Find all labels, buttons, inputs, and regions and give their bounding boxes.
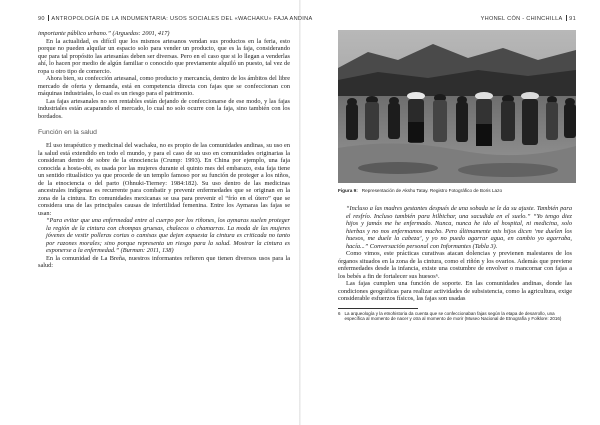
left-page-number: 90: [38, 16, 45, 22]
paragraph-confeccion: Ahora bien, su confección artesanal, como producto y mercancía, dentro de los ámbitos del libre mercado de oferta y demanda, está en competencia directa con fajas que se confeccionan con máquinas industriales, lo cual es un riesgo para el patrimonio.: [38, 75, 290, 97]
figure-caption-text: Representación de Akshu Tatay. Registro Fotográfico de Boris Lazo: [361, 188, 503, 193]
left-running-title: ANTROPOLOGÍA DE LA INDUMENTARIA: USOS SOCIALES DEL «WACHAKU» FAJA ANDINA: [51, 16, 313, 22]
right-running-header: [338, 14, 576, 24]
right-author: YHONEL CÓN - CHINCHILLA: [480, 16, 563, 22]
block-quote-informantes: “Incluso a las madres gestantes después de una sobada se le da su ajuste. También para el resfrío. Incluso también para hilbichar, una sacudida en el suelo.” “Yo tengo diez hijos y jamás me he enfermado. Nunca, nunca he ido al hospital, ni medicina, solo hierbas y no nos enfermamos mucho. Pero últimamente mis hijos dicen ‘me duelen los huesos, me duele la cabeza’, y yo no puedo agarrar agua, en cambio yo agarraba, hacía...” Conversación personal con Informantes (Tabla 3).: [346, 205, 572, 250]
footnote-number: 6: [338, 310, 341, 316]
footnote-rule: [338, 308, 418, 309]
footnote-text: La arqueología y la etnohistoria da cuenta que se confeccionaban fajas según la etapa de desarrollo, una específica al momento de nacer y otra al momento de morir (Museo Nacional de Etnografía y Folklore: 2016): [344, 310, 562, 322]
header-divider: [48, 15, 49, 21]
citation-end: importante público urbano.” (Arguedas: 2001, 417): [38, 30, 170, 37]
paragraph-uso-terapeutico: El uso terapéutico y medicinal del wachaku, no es propio de las comunidades andinas, su uso en la salud está extendido en todo el mundo, y para el caso de su uso en comunidades originarias la consideran dentro de sobre de la etnociencia (Crump: 1993). En China por ejemplo, una faja conocida a hosta-obi, es usada por las mujeres durante el quinto mes del embarazo, esta faja tiene un sentido ritualístico ya que procede de un templo famoso por su función de proteger a los niños, de la etnociencia o del parto (Ohnuki-Tierney: 1984:182). Su uso dentro de las medicinas ancestrales indígenas es recurrente para combatir y prevenir enfermedades que se originan en la zona de la cintura. En comunidades mexicanas se usa para prevenir el “frío en el útero” que se considera una de las principales causas de infertilidad femenina. Entre los Aymaras las fajas se usan:: [38, 142, 290, 217]
left-running-header: [38, 14, 313, 24]
figure-label: Figura 9:: [338, 188, 358, 193]
paragraph-feria: En la actualidad, es difícil que los mismos artesanos vendan sus productos en la feria, esto porque no pueden alquilar un espacio solo para vender un producto, que es la faja, considerando que para tal propósito las artesanías deben ser diversas. Pero en el caso que si lo llegan a venderlas ahí, lo hacen por medio de algún familiar o conocido que previamente alquiló un puesto, tal vez de ropa u otro tipo de comercio.: [38, 37, 290, 75]
section-heading-salud: Función en la salud: [38, 129, 97, 136]
left-body: [38, 30, 290, 270]
right-body: [338, 205, 576, 303]
photo-illustration: [338, 30, 576, 183]
paragraph-practicas-curativas: Como vimos, este prácticas curativas atacan dolencias y previenen malestares de los órganos situados en la zona de la cintura, como el riñón y los ovarios. Además que previene enfermedades desde la infancia, existe una costumbre de envolver o mancornar con fajas a los bebés a fin de fortalecer sus huesos⁶.: [338, 250, 572, 280]
footnote: [338, 311, 576, 322]
block-quote-aymaras: “Para evitar que una enfermedad entre al cuerpo por los riñones, los aymaras suelen proteger la región de la cintura con chompas gruesas, chalecos o chamarras. La moda de las mujeres jóvenes de vestir polleras cortas o camisas que dejen expuesta la cintura es criticada no tanto por razones morales; sino porque representa un riesgo para la salud. Mostrar la cintura es exponerse a la enfermedad.” (Burman: 2011, 138): [46, 217, 290, 254]
right-page-number: 91: [569, 16, 576, 22]
figure-photo: [338, 30, 576, 183]
paragraph-funcion-soporte: Las fajas cumplen una función de soporte. En las comunidades andinas, donde las condiciones geográficas para realizar actividades de subsistencia, como la agricultura, exige considerable esfuerzos físicos, las fajas son usadas: [338, 280, 572, 302]
paragraph-la-brena: En la comunidad de La Breña, nuestros informantes refieren que tienen diversos usos para la salud:: [38, 254, 290, 269]
right-page: [300, 0, 600, 425]
header-divider: [566, 15, 567, 21]
figure-caption: [338, 188, 576, 193]
paragraph-fajas-industriales: Las fajas artesanales no son rentables están dejando de confeccionarse de ese modo, y las fajas industriales están acaparando el mercado, lo cual no solo ocurre con la faja, sino también con los bordados.: [38, 97, 290, 120]
